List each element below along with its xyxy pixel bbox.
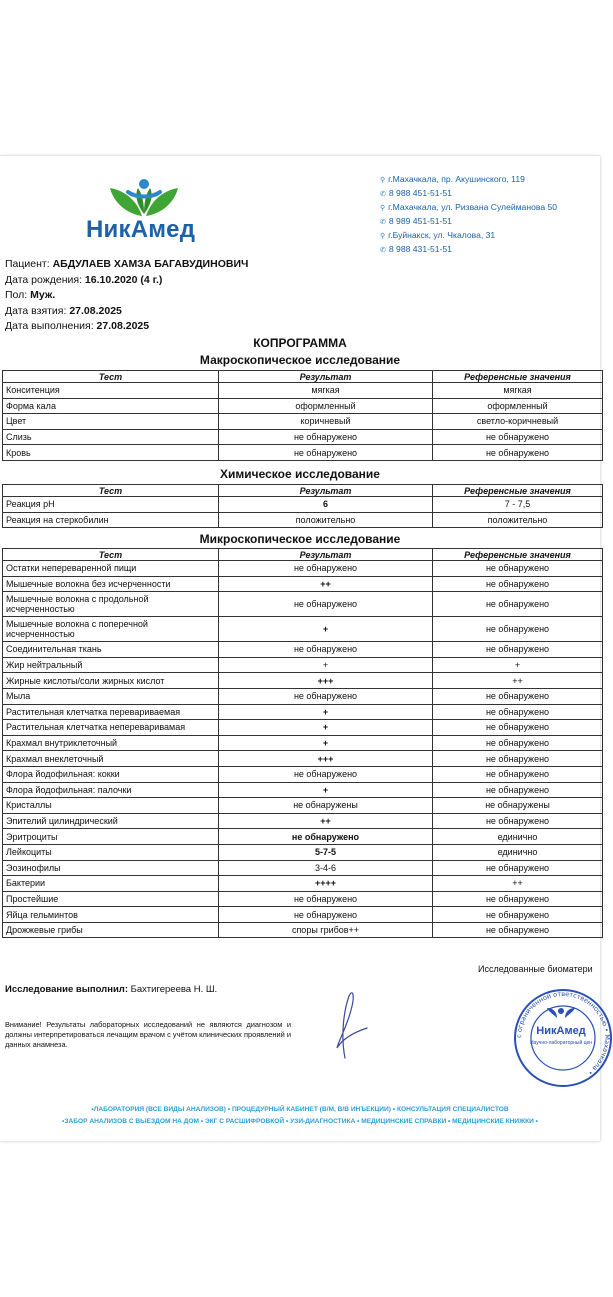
patient-dob-row: Дата рождения: 16.10.2020 (4 г.) xyxy=(5,273,163,286)
table-row xyxy=(3,429,603,445)
test-name-cell: Яйца гельминтов xyxy=(3,907,219,923)
result-cell: + xyxy=(219,617,433,642)
result-cell: не обнаружено xyxy=(219,766,433,782)
reference-cell: не обнаружено xyxy=(433,751,603,767)
test-name-cell: Простейшие xyxy=(3,891,219,907)
test-name-cell: Мышечные волокна без исчерченности xyxy=(3,576,219,592)
table-row xyxy=(3,876,603,892)
chem-table xyxy=(2,484,603,528)
micro-section-title: Микроскопическое исследование xyxy=(199,532,401,546)
table-header-row xyxy=(3,549,603,561)
test-name-cell: Эозинофилы xyxy=(3,860,219,876)
leaf-logo-icon xyxy=(108,176,180,220)
svg-text:НикАмед: НикАмед xyxy=(536,1025,586,1037)
reference-cell: не обнаружено xyxy=(433,688,603,704)
clinic-contacts xyxy=(380,173,557,257)
test-name-cell: Бактерии xyxy=(3,876,219,892)
report-sheet xyxy=(0,156,612,1141)
svg-text:Научно-лабораторный цен: Научно-лабораторный цен xyxy=(529,1040,593,1046)
location-icon: ⚲ xyxy=(380,205,386,212)
header-ref: Референсные значения xyxy=(433,485,603,497)
result-cell: +++ xyxy=(219,751,433,767)
test-name-cell: Мышечные волокна с поперечной исчерченностью xyxy=(3,617,219,642)
clinic-logo xyxy=(80,176,240,256)
contact-phone-2[interactable]: ✆ 8 989 451-51-51 xyxy=(380,216,452,226)
table-row xyxy=(3,398,603,414)
result-cell: + xyxy=(219,704,433,720)
test-name-cell: Реакция pH xyxy=(3,497,219,513)
result-cell: не обнаружено xyxy=(219,907,433,923)
table-row xyxy=(3,592,603,617)
result-cell: 6 xyxy=(219,497,433,513)
reference-cell: не обнаружено xyxy=(433,766,603,782)
test-name-cell: Конситенция xyxy=(3,383,219,399)
test-name-cell: Флора йодофильная: кокки xyxy=(3,766,219,782)
disclaimer-notice: Внимание! Результаты лабораторных исследований не являются диагнозом и должны интерпретироваться лечащим врачом с учётом клинических проявлений и данных анамнеза. xyxy=(5,1020,291,1049)
table-row xyxy=(3,383,603,399)
test-name-cell: Растительная клетчатка перевариваемая xyxy=(3,704,219,720)
table-row xyxy=(3,829,603,845)
test-name-cell: Флора йодофильная: палочки xyxy=(3,782,219,798)
header-test: Тест xyxy=(3,371,219,383)
table-row xyxy=(3,891,603,907)
result-cell: + xyxy=(219,720,433,736)
result-cell: мягкая xyxy=(219,383,433,399)
table-row xyxy=(3,782,603,798)
result-cell: не обнаружено xyxy=(219,592,433,617)
header-ref: Референсные значения xyxy=(433,371,603,383)
clinic-name: НикАмед xyxy=(86,216,196,243)
sample-date-row: Дата взятия: 27.08.2025 xyxy=(5,304,122,317)
test-name-cell: Крахмал внутриклеточный xyxy=(3,735,219,751)
result-cell: не обнаружено xyxy=(219,829,433,845)
reference-cell: не обнаружено xyxy=(433,891,603,907)
location-icon: ⚲ xyxy=(380,177,386,184)
test-name-cell: Дрожжевые грибы xyxy=(3,922,219,938)
table-row xyxy=(3,512,603,528)
reference-cell: не обнаружено xyxy=(433,429,603,445)
reference-cell: не обнаружено xyxy=(433,735,603,751)
header-result: Результат xyxy=(219,485,433,497)
table-row xyxy=(3,860,603,876)
table-row xyxy=(3,813,603,829)
result-cell: ++ xyxy=(219,813,433,829)
location-icon: ⚲ xyxy=(380,233,386,240)
table-row xyxy=(3,798,603,814)
table-row xyxy=(3,414,603,430)
table-row xyxy=(3,617,603,642)
reference-cell: не обнаружено xyxy=(433,704,603,720)
result-cell: не обнаружено xyxy=(219,429,433,445)
result-cell: споры грибов++ xyxy=(219,922,433,938)
result-cell: 5-7-5 xyxy=(219,844,433,860)
reference-cell: не обнаружено xyxy=(433,922,603,938)
test-name-cell: Жирные кислоты/соли жирных кислот xyxy=(3,673,219,689)
reference-cell: единично xyxy=(433,844,603,860)
test-name-cell: Кристаллы xyxy=(3,798,219,814)
reference-cell: оформленный xyxy=(433,398,603,414)
reference-cell: не обнаружено xyxy=(433,782,603,798)
result-cell: не обнаружены xyxy=(219,798,433,814)
result-cell: + xyxy=(219,782,433,798)
result-cell: не обнаружено xyxy=(219,561,433,577)
reference-cell: не обнаружено xyxy=(433,907,603,923)
contact-phone-1[interactable]: ✆ 8 988 451-51-51 xyxy=(380,188,452,198)
reference-cell: не обнаружено xyxy=(433,561,603,577)
result-cell: положительно xyxy=(219,512,433,528)
table-row xyxy=(3,561,603,577)
reference-cell: не обнаружено xyxy=(433,592,603,617)
reference-cell: не обнаружено xyxy=(433,860,603,876)
contact-address-1: ⚲ г.Махачкала, пр. Акушинского, 119 xyxy=(380,174,525,184)
test-name-cell: Эритроциты xyxy=(3,829,219,845)
header-test: Тест xyxy=(3,485,219,497)
performed-by: Исследование выполнил: Бахтигереева Н. Ш. xyxy=(5,984,218,995)
reference-cell: единично xyxy=(433,829,603,845)
table-row xyxy=(3,497,603,513)
macro-section-title: Макроскопическое исследование xyxy=(199,353,401,367)
test-name-cell: Остатки непереваренной пищи xyxy=(3,561,219,577)
test-name-cell: Реакция на стеркобилин xyxy=(3,512,219,528)
reference-cell: 7 - 7,5 xyxy=(433,497,603,513)
table-row xyxy=(3,642,603,658)
table-row xyxy=(3,657,603,673)
done-date-row: Дата выполнения: 27.08.2025 xyxy=(5,320,150,332)
result-cell: оформленный xyxy=(219,398,433,414)
reference-cell: не обнаружено xyxy=(433,445,603,461)
chem-section-title: Химическое исследование xyxy=(220,467,380,481)
phone-icon: ✆ xyxy=(380,191,386,198)
reference-cell: светло-коричневый xyxy=(433,414,603,430)
table-row xyxy=(3,673,603,689)
table-row xyxy=(3,766,603,782)
contact-address-3: ⚲ г.Буйнакск, ул. Чкалова, 31 xyxy=(380,230,496,240)
table-header-row xyxy=(3,371,603,383)
result-cell: не обнаружено xyxy=(219,891,433,907)
patient-name-row: Пациент: АБДУЛАЕВ ХАМЗА БАГАВУДИНОВИЧ xyxy=(5,258,249,270)
phone-icon: ✆ xyxy=(380,247,386,254)
patient-sex-row: Пол: Муж. xyxy=(5,289,56,301)
signature xyxy=(325,988,375,1063)
test-name-cell: Кровь xyxy=(3,445,219,461)
test-name-cell: Форма кала xyxy=(3,398,219,414)
result-cell: не обнаружено xyxy=(219,688,433,704)
table-row xyxy=(3,445,603,461)
patient-info xyxy=(5,257,248,335)
table-header-row xyxy=(3,485,603,497)
svg-text:с ограниченной ответственность: с ограниченной ответственностью • Махачкала • xyxy=(514,989,612,1077)
result-cell: ++++ xyxy=(219,876,433,892)
footer-services-1: •ЛАБОРАТОРИЯ (ВСЕ ВИДЫ АНАЛИЗОВ) • ПРОЦЕДУРНЫЙ КАБИНЕТ (В/М, В/В ИНЪЕКЦИИ) • КОНСУЛЬТАЦИЯ СПЕЦИАЛИСТОВ xyxy=(91,1106,509,1113)
table-row xyxy=(3,844,603,860)
test-name-cell: Лейкоциты xyxy=(3,844,219,860)
macro-table xyxy=(2,370,603,461)
test-name-cell: Растительная клетчатка непереваривамая xyxy=(3,720,219,736)
table-row xyxy=(3,907,603,923)
test-name-cell: Слизь xyxy=(3,429,219,445)
reference-cell: не обнаружено xyxy=(433,576,603,592)
test-name-cell: Соединительная ткань xyxy=(3,642,219,658)
table-row xyxy=(3,922,603,938)
contact-phone-3[interactable]: ✆ 8 988 431-51-51 xyxy=(380,244,452,254)
result-cell: ++ xyxy=(219,576,433,592)
test-name-cell: Мышечные волокна с продольной исчерченностью xyxy=(3,592,219,617)
test-name-cell: Цвет xyxy=(3,414,219,430)
result-cell: не обнаружено xyxy=(219,445,433,461)
micro-table xyxy=(2,548,603,938)
test-name-cell: Жир нейтральный xyxy=(3,657,219,673)
result-cell: 3-4-6 xyxy=(219,860,433,876)
header-result: Результат xyxy=(219,371,433,383)
phone-icon: ✆ xyxy=(380,219,386,226)
result-cell: +++ xyxy=(219,673,433,689)
table-row xyxy=(3,720,603,736)
reference-cell: положительно xyxy=(433,512,603,528)
reference-cell: мягкая xyxy=(433,383,603,399)
header-ref: Референсные значения xyxy=(433,549,603,561)
table-row xyxy=(3,751,603,767)
reference-cell: ++ xyxy=(433,876,603,892)
table-row xyxy=(3,704,603,720)
header-test: Тест xyxy=(3,549,219,561)
footer-services-2: •ЗАБОР АНАЛИЗОВ С ВЫЕЗДОМ НА ДОМ • ЭКГ С РАСШИФРОВКОЙ • УЗИ-ДИАГНОСТИКА • МЕДИЦИНСКИЕ СПРАВКИ • МЕДИЦИНСКИЕ КНИЖКИ • xyxy=(62,1118,538,1125)
reference-cell: + xyxy=(433,657,603,673)
result-cell: + xyxy=(219,735,433,751)
table-row xyxy=(3,735,603,751)
header-result: Результат xyxy=(219,549,433,561)
contact-address-2: ⚲ г.Махачкала, ул. Ризвана Сулейманова 50 xyxy=(380,202,558,212)
reference-cell: не обнаружено xyxy=(433,813,603,829)
report-title: КОПРОГРАММА xyxy=(253,336,347,350)
test-name-cell: Крахмал внеклеточный xyxy=(3,751,219,767)
clinic-stamp xyxy=(513,984,613,1092)
test-name-cell: Эпителий цилиндрический xyxy=(3,813,219,829)
biomaterial-label: Исследованные биоматери xyxy=(478,964,593,974)
reference-cell: не обнаружено xyxy=(433,642,603,658)
reference-cell: не обнаружено xyxy=(433,617,603,642)
result-cell: коричневый xyxy=(219,414,433,430)
reference-cell: не обнаружено xyxy=(433,720,603,736)
table-row xyxy=(3,688,603,704)
reference-cell: ++ xyxy=(433,673,603,689)
reference-cell: не обнаружены xyxy=(433,798,603,814)
result-cell: + xyxy=(219,657,433,673)
table-row xyxy=(3,576,603,592)
test-name-cell: Мыла xyxy=(3,688,219,704)
result-cell: не обнаружено xyxy=(219,642,433,658)
